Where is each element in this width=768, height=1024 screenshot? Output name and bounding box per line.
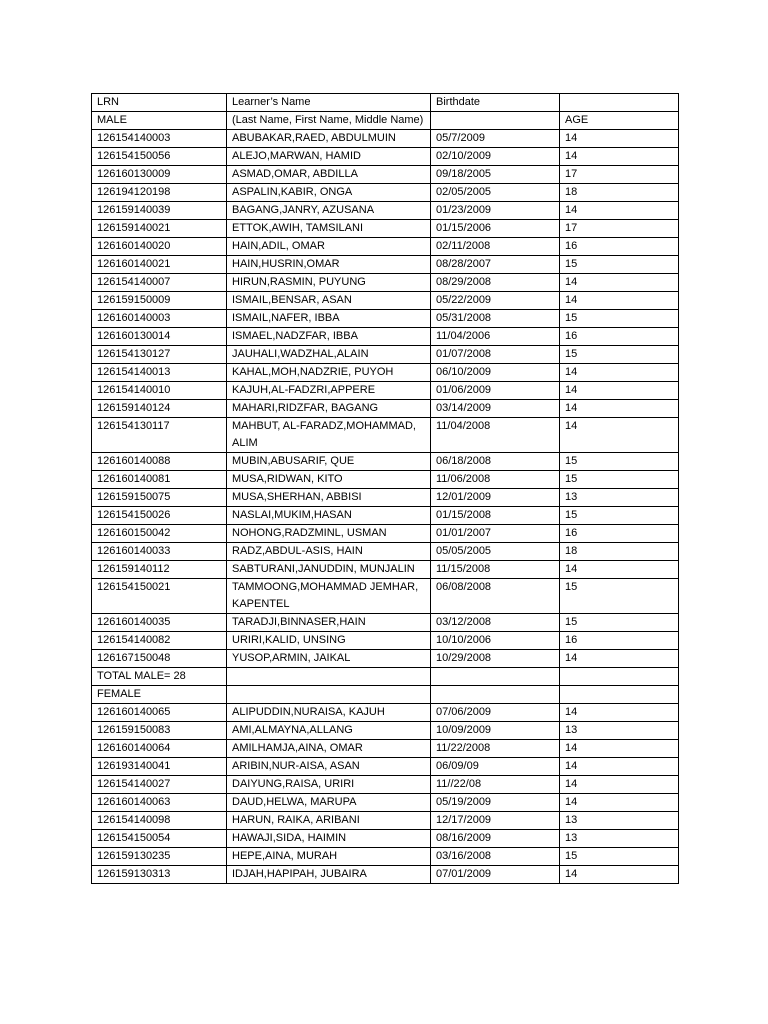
birthdate-cell: 01/15/2006 bbox=[431, 220, 560, 238]
birthdate-cell: 06/09/09 bbox=[431, 758, 560, 776]
birthdate-cell: 01/06/2009 bbox=[431, 382, 560, 400]
age-cell: 18 bbox=[560, 184, 679, 202]
learner-name-cell: MUSA,RIDWAN, KITO bbox=[227, 471, 431, 489]
total-male-label: TOTAL MALE= 28 bbox=[92, 668, 227, 686]
learner-name-cell: ISMAIL,NAFER, IBBA bbox=[227, 310, 431, 328]
lrn-cell: 126154130117 bbox=[92, 418, 227, 453]
age-cell: 15 bbox=[560, 346, 679, 364]
learner-name-cell: ETTOK,AWIH, TAMSILANI bbox=[227, 220, 431, 238]
lrn-cell: 126159140039 bbox=[92, 202, 227, 220]
age-cell: 15 bbox=[560, 256, 679, 274]
table-row bbox=[92, 166, 679, 184]
learner-name-cell: IDJAH,HAPIPAH, JUBAIRA bbox=[227, 866, 431, 884]
name-header: Learner’s Name bbox=[227, 94, 431, 112]
learner-name-cell: MUBIN,ABUSARIF, QUE bbox=[227, 453, 431, 471]
learner-roster-table bbox=[91, 93, 679, 884]
table-row bbox=[92, 507, 679, 525]
roster-body bbox=[92, 94, 679, 884]
birthdate-cell: 01/23/2009 bbox=[431, 202, 560, 220]
age-cell: 16 bbox=[560, 238, 679, 256]
learner-name-cell: HAWAJI,SIDA, HAIMIN bbox=[227, 830, 431, 848]
learner-name-cell: KAJUH,AL-FADZRI,APPERE bbox=[227, 382, 431, 400]
female-section-row bbox=[92, 686, 679, 704]
table-row bbox=[92, 346, 679, 364]
age-label: AGE bbox=[560, 112, 679, 130]
birthdate-cell: 07/01/2009 bbox=[431, 866, 560, 884]
learner-name-cell: JAUHALI,WADZHAL,ALAIN bbox=[227, 346, 431, 364]
table-row bbox=[92, 614, 679, 632]
female-section-label: FEMALE bbox=[92, 686, 227, 704]
lrn-cell: 126154150026 bbox=[92, 507, 227, 525]
birthdate-cell: 06/10/2009 bbox=[431, 364, 560, 382]
male-section-label: MALE bbox=[92, 112, 227, 130]
learner-name-cell: TAMMOONG,MOHAMMAD JEMHAR, KAPENTEL bbox=[227, 579, 431, 614]
birthdate-cell: 05/31/2008 bbox=[431, 310, 560, 328]
learner-name-cell: MUSA,SHERHAN, ABBISI bbox=[227, 489, 431, 507]
empty-cell bbox=[431, 686, 560, 704]
table-row bbox=[92, 453, 679, 471]
birthdate-cell: 11//22/08 bbox=[431, 776, 560, 794]
learner-name-cell: SABTURANI,JANUDDIN, MUNJALIN bbox=[227, 561, 431, 579]
lrn-cell: 126167150048 bbox=[92, 650, 227, 668]
learner-name-cell: TARADJI,BINNASER,HAIN bbox=[227, 614, 431, 632]
age-cell: 14 bbox=[560, 292, 679, 310]
learner-name-cell: HIRUN,RASMIN, PUYUNG bbox=[227, 274, 431, 292]
birthdate-cell: 02/10/2009 bbox=[431, 148, 560, 166]
birthdate-cell: 10/10/2006 bbox=[431, 632, 560, 650]
age-cell: 14 bbox=[560, 776, 679, 794]
learner-name-cell: RADZ,ABDUL-ASIS, HAIN bbox=[227, 543, 431, 561]
table-row bbox=[92, 722, 679, 740]
table-row bbox=[92, 220, 679, 238]
birthdate-cell: 05/22/2009 bbox=[431, 292, 560, 310]
age-cell: 15 bbox=[560, 471, 679, 489]
table-row bbox=[92, 148, 679, 166]
lrn-cell: 126159150075 bbox=[92, 489, 227, 507]
age-header-blank bbox=[560, 94, 679, 112]
age-cell: 14 bbox=[560, 364, 679, 382]
learner-name-cell: HEPE,AINA, MURAH bbox=[227, 848, 431, 866]
empty-cell bbox=[431, 668, 560, 686]
lrn-cell: 126160140003 bbox=[92, 310, 227, 328]
birthdate-cell: 10/09/2009 bbox=[431, 722, 560, 740]
learner-name-cell: ASPALIN,KABIR, ONGA bbox=[227, 184, 431, 202]
lrn-header: LRN bbox=[92, 94, 227, 112]
lrn-cell: 126154150054 bbox=[92, 830, 227, 848]
empty-cell bbox=[227, 668, 431, 686]
learner-name-cell: ARIBIN,NUR-AISA, ASAN bbox=[227, 758, 431, 776]
learner-name-cell: ISMAIL,BENSAR, ASAN bbox=[227, 292, 431, 310]
total-male-row bbox=[92, 668, 679, 686]
age-cell: 13 bbox=[560, 722, 679, 740]
age-cell: 17 bbox=[560, 166, 679, 184]
birthdate-subheader-blank bbox=[431, 112, 560, 130]
table-row bbox=[92, 704, 679, 722]
table-row bbox=[92, 382, 679, 400]
table-row bbox=[92, 471, 679, 489]
table-row bbox=[92, 632, 679, 650]
learner-name-cell: HAIN,ADIL, OMAR bbox=[227, 238, 431, 256]
birthdate-cell: 11/06/2008 bbox=[431, 471, 560, 489]
birthdate-cell: 11/04/2008 bbox=[431, 418, 560, 453]
lrn-cell: 126160140020 bbox=[92, 238, 227, 256]
age-cell: 14 bbox=[560, 561, 679, 579]
lrn-cell: 126154140027 bbox=[92, 776, 227, 794]
age-cell: 14 bbox=[560, 202, 679, 220]
lrn-cell: 126154140007 bbox=[92, 274, 227, 292]
birthdate-cell: 12/01/2009 bbox=[431, 489, 560, 507]
empty-cell bbox=[227, 686, 431, 704]
table-row bbox=[92, 650, 679, 668]
age-cell: 14 bbox=[560, 740, 679, 758]
age-cell: 16 bbox=[560, 328, 679, 346]
lrn-cell: 126159140112 bbox=[92, 561, 227, 579]
table-row bbox=[92, 758, 679, 776]
lrn-cell: 126160140064 bbox=[92, 740, 227, 758]
table-row bbox=[92, 525, 679, 543]
lrn-cell: 126159130235 bbox=[92, 848, 227, 866]
learner-name-cell: ALIPUDDIN,NURAISA, KAJUH bbox=[227, 704, 431, 722]
birthdate-cell: 05/19/2009 bbox=[431, 794, 560, 812]
birthdate-cell: 06/08/2008 bbox=[431, 579, 560, 614]
learner-name-cell: BAGANG,JANRY, AZUSANA bbox=[227, 202, 431, 220]
age-cell: 15 bbox=[560, 614, 679, 632]
table-row bbox=[92, 364, 679, 382]
table-row bbox=[92, 292, 679, 310]
birthdate-header: Birthdate bbox=[431, 94, 560, 112]
table-row bbox=[92, 130, 679, 148]
birthdate-cell: 03/14/2009 bbox=[431, 400, 560, 418]
table-row bbox=[92, 310, 679, 328]
lrn-cell: 126159130313 bbox=[92, 866, 227, 884]
lrn-cell: 126154140082 bbox=[92, 632, 227, 650]
lrn-cell: 126159140021 bbox=[92, 220, 227, 238]
learner-name-cell: MAHARI,RIDZFAR, BAGANG bbox=[227, 400, 431, 418]
lrn-cell: 126160140088 bbox=[92, 453, 227, 471]
lrn-cell: 126160140033 bbox=[92, 543, 227, 561]
table-row bbox=[92, 238, 679, 256]
table-row bbox=[92, 418, 679, 453]
birthdate-cell: 07/06/2009 bbox=[431, 704, 560, 722]
birthdate-cell: 10/29/2008 bbox=[431, 650, 560, 668]
birthdate-cell: 03/12/2008 bbox=[431, 614, 560, 632]
birthdate-cell: 02/05/2005 bbox=[431, 184, 560, 202]
learner-name-cell: ASMAD,OMAR, ABDILLA bbox=[227, 166, 431, 184]
lrn-cell: 126160140063 bbox=[92, 794, 227, 812]
learner-name-cell: MAHBUT, AL-FARADZ,MOHAMMAD, ALIM bbox=[227, 418, 431, 453]
table-row bbox=[92, 740, 679, 758]
learner-name-cell: KAHAL,MOH,NADZRIE, PUYOH bbox=[227, 364, 431, 382]
birthdate-cell: 01/07/2008 bbox=[431, 346, 560, 364]
age-cell: 14 bbox=[560, 794, 679, 812]
birthdate-cell: 11/22/2008 bbox=[431, 740, 560, 758]
age-cell: 14 bbox=[560, 130, 679, 148]
table-row bbox=[92, 202, 679, 220]
age-cell: 15 bbox=[560, 310, 679, 328]
learner-name-cell: AMI,ALMAYNA,ALLANG bbox=[227, 722, 431, 740]
age-cell: 14 bbox=[560, 758, 679, 776]
table-row bbox=[92, 543, 679, 561]
table-row bbox=[92, 812, 679, 830]
age-cell: 14 bbox=[560, 274, 679, 292]
age-cell: 15 bbox=[560, 579, 679, 614]
table-row bbox=[92, 830, 679, 848]
birthdate-cell: 06/18/2008 bbox=[431, 453, 560, 471]
birthdate-cell: 05/05/2005 bbox=[431, 543, 560, 561]
birthdate-cell: 11/15/2008 bbox=[431, 561, 560, 579]
name-format-note: (Last Name, First Name, Middle Name) bbox=[227, 112, 431, 130]
table-row bbox=[92, 776, 679, 794]
birthdate-cell: 08/16/2009 bbox=[431, 830, 560, 848]
birthdate-cell: 01/01/2007 bbox=[431, 525, 560, 543]
table-row bbox=[92, 561, 679, 579]
lrn-cell: 126154140010 bbox=[92, 382, 227, 400]
lrn-cell: 126154150021 bbox=[92, 579, 227, 614]
lrn-cell: 126160130014 bbox=[92, 328, 227, 346]
table-row bbox=[92, 274, 679, 292]
lrn-cell: 126159150083 bbox=[92, 722, 227, 740]
table-row bbox=[92, 489, 679, 507]
lrn-cell: 126159150009 bbox=[92, 292, 227, 310]
table-row bbox=[92, 794, 679, 812]
table-row bbox=[92, 184, 679, 202]
age-cell: 14 bbox=[560, 418, 679, 453]
age-cell: 13 bbox=[560, 812, 679, 830]
learner-name-cell: HARUN, RAIKA, ARIBANI bbox=[227, 812, 431, 830]
age-cell: 17 bbox=[560, 220, 679, 238]
lrn-cell: 126154150056 bbox=[92, 148, 227, 166]
learner-name-cell: NOHONG,RADZMINL, USMAN bbox=[227, 525, 431, 543]
learner-name-cell: DAUD,HELWA, MARUPA bbox=[227, 794, 431, 812]
age-cell: 15 bbox=[560, 453, 679, 471]
birthdate-cell: 11/04/2006 bbox=[431, 328, 560, 346]
lrn-cell: 126160140021 bbox=[92, 256, 227, 274]
lrn-cell: 126160150042 bbox=[92, 525, 227, 543]
age-cell: 14 bbox=[560, 148, 679, 166]
header-row bbox=[92, 94, 679, 112]
learner-name-cell: YUSOP,ARMIN, JAIKAL bbox=[227, 650, 431, 668]
learner-name-cell: ABUBAKAR,RAED, ABDULMUIN bbox=[227, 130, 431, 148]
learner-name-cell: HAIN,HUSRIN,OMAR bbox=[227, 256, 431, 274]
lrn-cell: 126154140003 bbox=[92, 130, 227, 148]
lrn-cell: 126194120198 bbox=[92, 184, 227, 202]
age-cell: 13 bbox=[560, 489, 679, 507]
lrn-cell: 126193140041 bbox=[92, 758, 227, 776]
birthdate-cell: 01/15/2008 bbox=[431, 507, 560, 525]
birthdate-cell: 08/29/2008 bbox=[431, 274, 560, 292]
learner-name-cell: URIRI,KALID, UNSING bbox=[227, 632, 431, 650]
learner-name-cell: ISMAEL,NADZFAR, IBBA bbox=[227, 328, 431, 346]
birthdate-cell: 02/11/2008 bbox=[431, 238, 560, 256]
age-cell: 14 bbox=[560, 704, 679, 722]
table-row bbox=[92, 579, 679, 614]
table-row bbox=[92, 328, 679, 346]
empty-cell bbox=[560, 668, 679, 686]
lrn-cell: 126154140013 bbox=[92, 364, 227, 382]
birthdate-cell: 03/16/2008 bbox=[431, 848, 560, 866]
lrn-cell: 126160140081 bbox=[92, 471, 227, 489]
age-cell: 16 bbox=[560, 632, 679, 650]
lrn-cell: 126154130127 bbox=[92, 346, 227, 364]
age-cell: 13 bbox=[560, 830, 679, 848]
table-row bbox=[92, 848, 679, 866]
learner-name-cell: NASLAI,MUKIM,HASAN bbox=[227, 507, 431, 525]
learner-name-cell: DAIYUNG,RAISA, URIRI bbox=[227, 776, 431, 794]
birthdate-cell: 08/28/2007 bbox=[431, 256, 560, 274]
birthdate-cell: 12/17/2009 bbox=[431, 812, 560, 830]
birthdate-cell: 09/18/2005 bbox=[431, 166, 560, 184]
table-row bbox=[92, 400, 679, 418]
table-row bbox=[92, 866, 679, 884]
learner-name-cell: ALEJO,MARWAN, HAMID bbox=[227, 148, 431, 166]
lrn-cell: 126160130009 bbox=[92, 166, 227, 184]
lrn-cell: 126160140035 bbox=[92, 614, 227, 632]
lrn-cell: 126154140098 bbox=[92, 812, 227, 830]
age-cell: 14 bbox=[560, 400, 679, 418]
birthdate-cell: 05/7/2009 bbox=[431, 130, 560, 148]
age-cell: 14 bbox=[560, 650, 679, 668]
lrn-cell: 126159140124 bbox=[92, 400, 227, 418]
age-cell: 15 bbox=[560, 507, 679, 525]
table-row bbox=[92, 256, 679, 274]
age-cell: 16 bbox=[560, 525, 679, 543]
age-cell: 18 bbox=[560, 543, 679, 561]
age-cell: 15 bbox=[560, 848, 679, 866]
subheader-row bbox=[92, 112, 679, 130]
age-cell: 14 bbox=[560, 866, 679, 884]
age-cell: 14 bbox=[560, 382, 679, 400]
learner-name-cell: AMILHAMJA,AINA, OMAR bbox=[227, 740, 431, 758]
empty-cell bbox=[560, 686, 679, 704]
lrn-cell: 126160140065 bbox=[92, 704, 227, 722]
